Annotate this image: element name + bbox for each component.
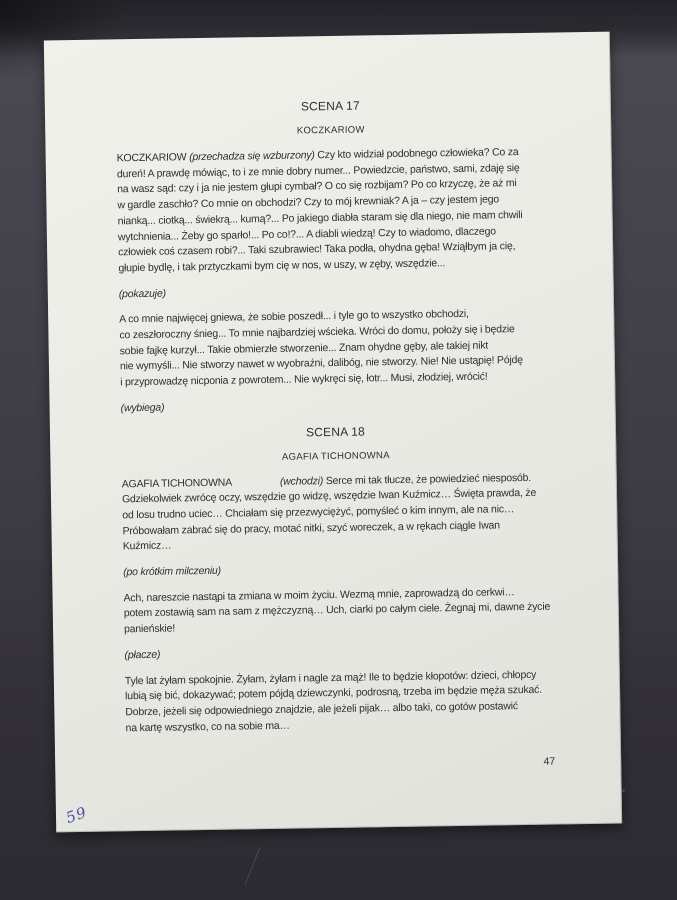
stage-direction: (płacze) bbox=[124, 648, 161, 662]
handwritten-page-number: 59 bbox=[63, 803, 90, 828]
stage-direction: (wybiega) bbox=[120, 401, 165, 415]
dialogue-line: Dobrze, jeżeli się odpowiedniego znajdzie, ale jeżeli pijak… albo taki, co gotów postawić bbox=[125, 700, 518, 719]
dialogue-line: Tyle lat żyłam spokojnie. Żyłam, żyłam i nagle za mąż! Ile to będzie kłopotów: dzieci, chłopcy bbox=[124, 668, 537, 687]
stage-direction: (pokazuje) bbox=[118, 287, 166, 300]
dialogue-line: Ach, nareszcie nastąpi ta zmiana w moim życiu. Wezmą mnie, zaprowadzą do cerkwi… bbox=[123, 585, 515, 605]
text-run: Serce mi tak tłucze, że powiedzieć niesposób. bbox=[322, 471, 532, 487]
document-page bbox=[44, 32, 622, 833]
dialogue-line: Kuźmicz… bbox=[122, 539, 172, 553]
dialogue-line: co zeszłoroczny śnieg... To mnie najbardziej wścieka. Wróci do domu, położy się i będzie bbox=[119, 323, 515, 342]
dialogue-paragraph bbox=[117, 145, 548, 277]
inline-stage-direction: (przechadza się wzburzony) bbox=[189, 149, 315, 164]
text-run: Czy kto widział podobnego człowieka? Co za bbox=[314, 146, 519, 162]
dialogue-line: panieńskie! bbox=[123, 622, 176, 636]
dialogue-line: nie wymyśli... Nie stworzy nawet w wyobraźni, dalibóg, nie stworzy. Nie! Nie ustąpię! Pójdę bbox=[119, 354, 523, 373]
dialogue-line: głupie bydlę, i tak prztyczkami bym cię w nos, w uszy, w zęby, wszędzie... bbox=[118, 257, 446, 275]
dialogue-line: sobie fajkę kurzył... Takie obmierzłe stworzenie... Znam ohydne gęby, ale takiej nikt bbox=[119, 339, 489, 358]
page-content bbox=[44, 32, 622, 833]
dialogue-line: od losu trudno uciec… Chciałam się przezwyciężyć, pomyśleć o kim innym, ale na nic… bbox=[122, 503, 515, 522]
dialogue-line: lubią się bić, dokazywać; potem pójdą dziewczynki, podrosną, trzeba im będzie męża szukać. bbox=[125, 684, 542, 703]
scene-2 bbox=[121, 420, 555, 737]
dialogue-line: potem zostawią sam na sam z mężczyzną… Uch, ciarki po całym ciele. Żegnaj mi, dawne życie bbox=[123, 601, 551, 620]
dialogue-paragraph bbox=[123, 584, 553, 638]
scene-heading: SCENA 18 bbox=[305, 424, 366, 439]
dialogue-paragraph bbox=[122, 470, 552, 555]
text-run: KOCZKARIOW bbox=[116, 151, 190, 165]
stage-direction: (po krótkim milczeniu) bbox=[123, 564, 221, 579]
dialogue-line: nianką... ciotką... świekrą... kumą?... Po jakiego diabła staram się dla niego, nie mam chwili bbox=[117, 208, 523, 228]
scene-1 bbox=[116, 95, 550, 417]
dialogue-line: i przyprowadzę nicponia z powrotem... Nie wykręci się, łotr... Musi, złodziej, wrócić! bbox=[120, 370, 488, 389]
text-run: AGAFIA TICHONOWNA bbox=[121, 476, 233, 490]
dialogue-line: Gdziekolwiek zwrócę oczy, wszędzie go widzę, wszędzie Iwan Kuźmicz… Święta prawda, że bbox=[121, 487, 537, 506]
dialogue-line: Próbowałam zabrać się do pracy, motać nitki, szyć woreczek, a w rękach ciągle Iwan bbox=[122, 519, 500, 537]
dialogue-paragraph bbox=[125, 667, 555, 737]
dust-speck bbox=[622, 789, 625, 792]
dialogue-line: dureń! A prawdę mówiąc, to i ze mnie dobry numer... Powiedzcie, państwo, sami, zdaję się bbox=[116, 161, 520, 181]
scratch-artifact bbox=[245, 847, 261, 884]
dialogue-line: na kartę wszystko, co na sobie ma… bbox=[125, 719, 290, 734]
tab-space bbox=[232, 484, 280, 485]
dialogue-line: w gardle zaschło? Co mnie on obchodzi? Czy to mój krewniak? A ja – czy jestem jego bbox=[117, 193, 500, 212]
scenes bbox=[116, 95, 555, 737]
dialogue-paragraph bbox=[119, 306, 549, 391]
printed-page-number: 47 bbox=[543, 755, 556, 769]
dialogue-line: wytchnienia... Żeby go sparło!... Po co!?... A diabli wiedzą! Czy to wiadomo, dlaczego bbox=[117, 224, 496, 243]
dialogue-line: A co mnie najwięcej gniewa, że sobie poszedł... i tyle go to wszystko obchodzi, bbox=[119, 308, 469, 326]
character-heading: AGAFIA TICHONOWNA bbox=[281, 449, 390, 463]
character-heading: KOCZKARIOW bbox=[296, 124, 365, 137]
dialogue-line: człowiek coś czasem robi?... Taki szubrawiec! Taka podła, ohydna gęba! Wziąłbym ja cię, bbox=[118, 240, 516, 259]
scene-heading: SCENA 17 bbox=[300, 98, 360, 114]
inline-stage-direction: (wchodzi) bbox=[279, 474, 324, 488]
dialogue-line: na wasz sąd: czy i ja nie jestem głupi cymbał? O co się rozbijam? Po co krzyczę, że aż mi bbox=[117, 177, 517, 196]
